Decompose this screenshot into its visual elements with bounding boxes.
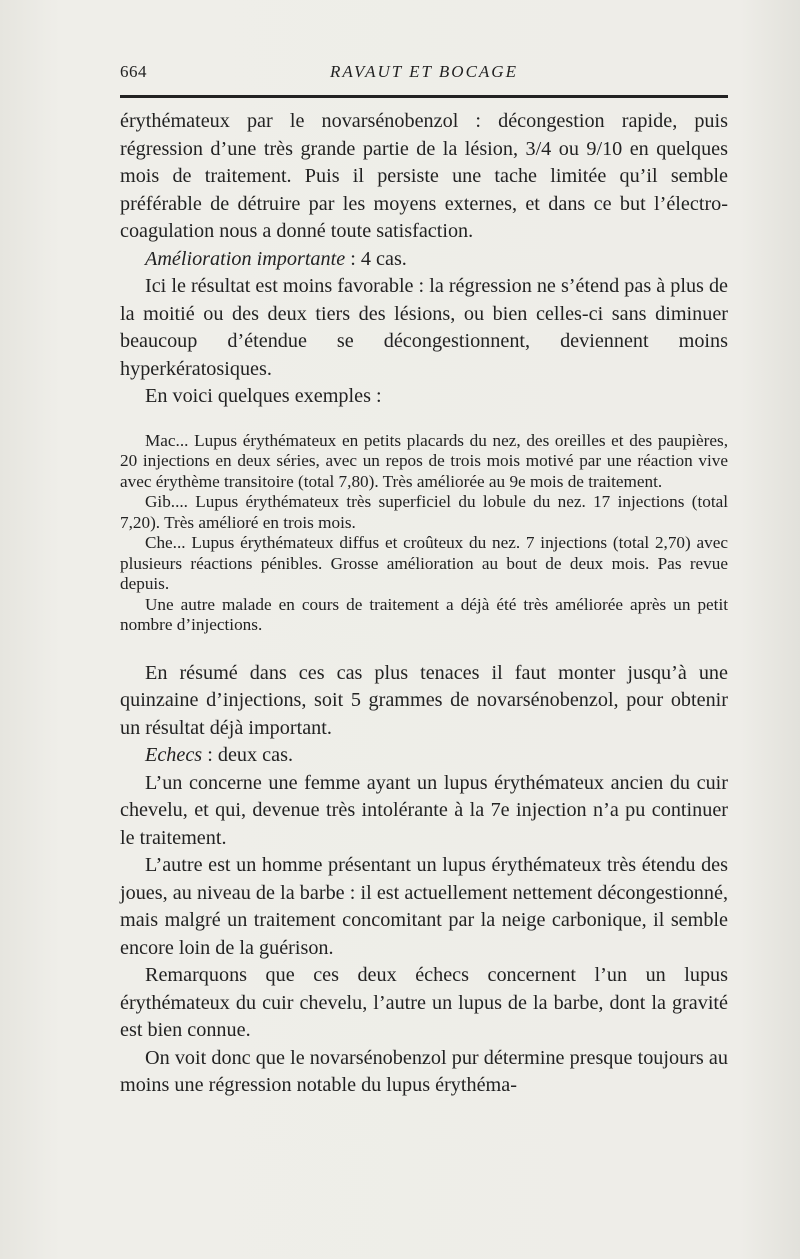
paragraph: L’autre est un homme présentant un lupus érythémateux très étendu des joues, au niveau de la barbe : il est actuellement nettement décongestionné, mais malgré un traitement concomitant par la neige carbonique, il semble encore loin de la guérison.: [120, 854, 728, 959]
example-paragraph: Che... Lupus érythémateux diffus et croûteux du nez. 7 injections (total 2,70) avec plusieurs réactions pénibles. Grosse amélioration au bout de deux mois. Pas revue depuis.: [120, 533, 728, 593]
body-text: [120, 108, 728, 1100]
paragraph: érythémateux par le novarsénobenzol : décongestion rapide, puis régression d’une très grande partie de la lésion, 3/4 ou 9/10 en quelques mois de traitement. Puis il persiste une tache limitée qu’il semble préférable de détruire par les moyens externes, et dans ce but l’électro-coagulation nous a donné toute satisfaction.: [120, 110, 728, 242]
example-paragraph: Mac... Lupus érythémateux en petits placards du nez, des oreilles et des paupières, 20 injections en deux séries, avec un repos de trois mois motivé par une réaction vive avec érythème transitoire (total 7,80). Très améliorée au 9e mois de traitement.: [120, 430, 728, 491]
paragraph: En résumé dans ces cas plus tenaces il faut monter jusqu’à une quinzaine d’injections, soit 5 grammes de novarsénobenzol, pour obtenir un résultat déjà important.: [120, 661, 728, 739]
section-heading-rest: : 4 cas.: [345, 247, 407, 270]
header-rule: [120, 95, 728, 98]
running-title: RAVAUT ET BOCAGE: [330, 62, 518, 81]
spacer: [120, 636, 728, 660]
page-header: [120, 58, 728, 90]
paragraph: Remarquons que ces deux échecs concernent l’un un lupus érythémateux du cuir chevelu, l’autre un lupus de la barbe, dont la gravité est bien connue.: [120, 964, 728, 1041]
example-paragraph: Gib.... Lupus érythémateux très superficiel du lobule du nez. 17 injections (total 7,20). Très amélioré en trois mois.: [120, 492, 728, 532]
paragraph: L’un concerne une femme ayant un lupus érythémateux ancien du cuir chevelu, et qui, devenue très intolérante à la 7e injection n’a pu continuer le traitement.: [120, 771, 728, 849]
examples-block: [120, 431, 728, 636]
example-paragraph: Une autre malade en cours de traitement a déjà été très améliorée après un petit nombre d’injections.: [120, 594, 728, 634]
paragraph: On voit donc que le novarsénobenzol pur détermine presque toujours au moins une régression notable du lupus érythéma-: [120, 1046, 728, 1096]
page-number: 664: [120, 62, 147, 81]
section-heading-rest: : deux cas.: [202, 744, 293, 766]
section-heading-italic: Amélioration importante: [145, 247, 346, 270]
section-heading-failures: [120, 742, 728, 770]
section-heading-improvement: [120, 246, 728, 274]
section-heading-italic: Echecs: [145, 744, 203, 766]
paragraph: Ici le résultat est moins favorable : la régression ne s’étend pas à plus de la moitié ou des deux tiers des lésions, ou bien celles-ci sans diminuer beaucoup d’étendue se décongestionnent, deviennent moins hyperkératosiques.: [120, 275, 729, 380]
paragraph: En voici quelques exemples :: [145, 385, 382, 407]
